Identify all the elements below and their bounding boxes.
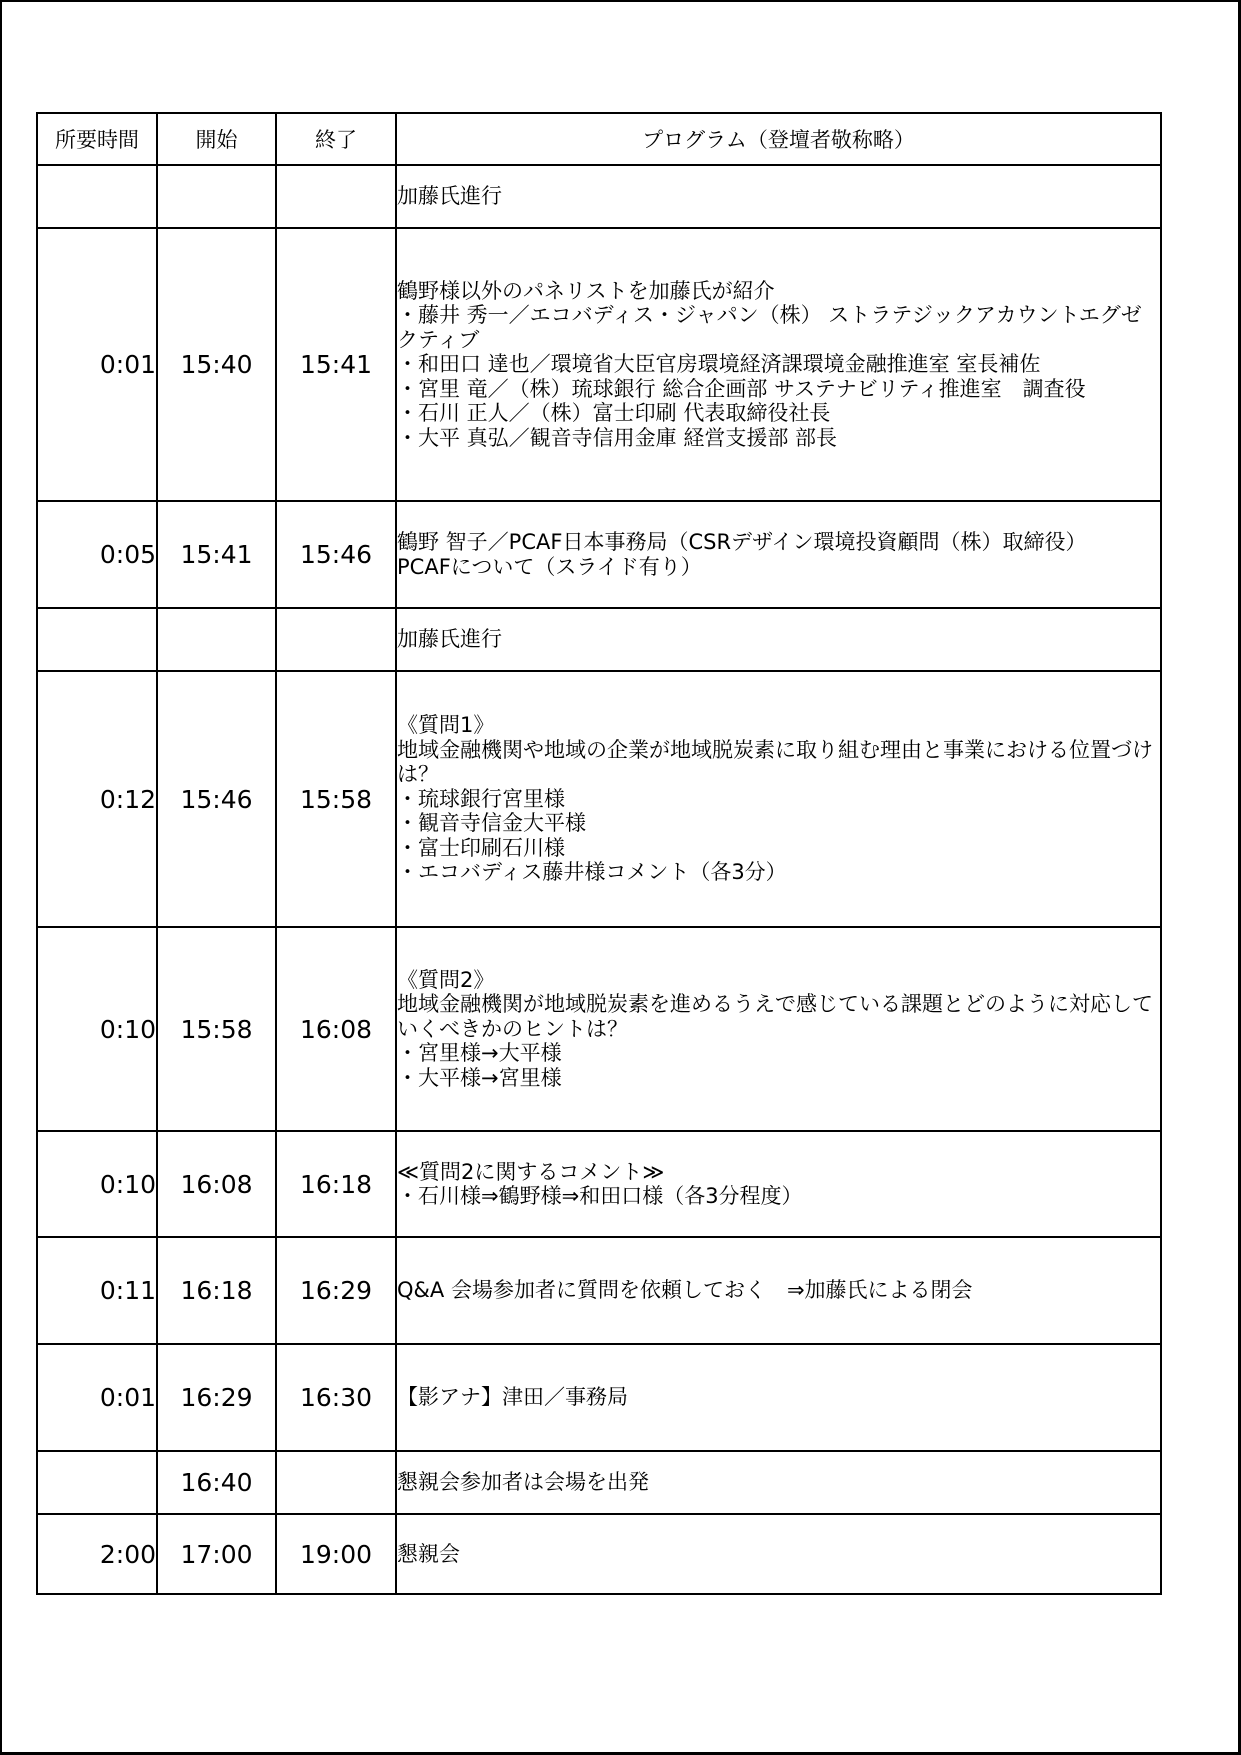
program-line: 鶴野様以外のパネリストを加藤氏が紹介 xyxy=(397,278,775,303)
start-time-cell xyxy=(157,608,276,671)
schedule-row xyxy=(37,1237,1161,1344)
header-duration: 所要時間 xyxy=(37,113,157,165)
program-cell xyxy=(396,1344,1161,1451)
start-time-cell: 15:41 xyxy=(157,501,276,608)
program-line: ・観音寺信金大平様 xyxy=(397,811,586,836)
header-row xyxy=(37,113,1161,165)
start-time-cell: 15:58 xyxy=(157,927,276,1131)
program-line: ≪質問2に関するコメント≫ xyxy=(397,1159,665,1184)
header-start: 開始 xyxy=(157,113,276,165)
start-time-cell: 15:46 xyxy=(157,671,276,927)
program-line: ・エコバディス藤井様コメント（各3分） xyxy=(397,860,787,885)
end-time-cell: 16:29 xyxy=(276,1237,396,1344)
duration-cell: 0:10 xyxy=(37,1131,157,1237)
duration-cell: 0:11 xyxy=(37,1237,157,1344)
schedule-row xyxy=(37,228,1161,501)
header-program: プログラム（登壇者敬称略） xyxy=(396,113,1161,165)
schedule-row xyxy=(37,1451,1161,1514)
program-cell xyxy=(396,1237,1161,1344)
end-time-cell xyxy=(276,608,396,671)
end-time-cell: 19:00 xyxy=(276,1514,396,1594)
program-cell xyxy=(396,608,1161,671)
program-cell xyxy=(396,927,1161,1131)
program-line: ・大平 真弘／観音寺信用金庫 経営支援部 部長 xyxy=(397,425,838,450)
program-line: 地域金融機関や地域の企業が地域脱炭素に取り組む理由と事業における位置づけは？ xyxy=(397,737,1153,787)
program-line: ・宮里 竜／（株）琉球銀行 総合企画部 サステナビリティ推進室 調査役 xyxy=(397,376,1086,401)
header-end: 終了 xyxy=(276,113,396,165)
program-cell xyxy=(396,228,1161,501)
program-line: ・藤井 秀一／エコバディス・ジャパン（株） ストラテジックアカウントエグゼクティブ xyxy=(397,303,1142,352)
program-cell xyxy=(396,671,1161,927)
schedule-row xyxy=(37,671,1161,927)
end-time-cell xyxy=(276,1451,396,1514)
program-line: 加藤氏進行 xyxy=(397,184,502,209)
program-line: ・富士印刷石川様 xyxy=(397,835,565,860)
schedule-row xyxy=(37,1344,1161,1451)
program-line: 鶴野 智子／PCAF日本事務局（CSRデザイン環境投資顧問（株）取締役） xyxy=(397,530,1087,554)
end-time-cell: 15:46 xyxy=(276,501,396,608)
duration-cell: 0:10 xyxy=(37,927,157,1131)
end-time-cell: 16:08 xyxy=(276,927,396,1131)
start-time-cell: 17:00 xyxy=(157,1514,276,1594)
schedule-row xyxy=(37,501,1161,608)
end-time-cell: 16:30 xyxy=(276,1344,396,1451)
program-line: ・石川様⇒鶴野様⇒和田口様（各3分程度） xyxy=(397,1184,803,1208)
program-line: 《質問1》 xyxy=(397,713,495,738)
duration-cell xyxy=(37,1451,157,1514)
duration-cell xyxy=(37,608,157,671)
program-line: Q&A 会場参加者に質問を依頼しておく ⇒加藤氏による閉会 xyxy=(397,1278,973,1303)
program-line: 懇親会参加者は会場を出発 xyxy=(397,1470,649,1495)
start-time-cell: 16:18 xyxy=(157,1237,276,1344)
program-line: ・石川 正人／（株）富士印刷 代表取締役社長 xyxy=(397,401,831,426)
end-time-cell xyxy=(276,165,396,228)
program-line: PCAFについて（スライド有り） xyxy=(397,554,702,579)
duration-cell: 0:01 xyxy=(37,228,157,501)
program-cell xyxy=(396,501,1161,608)
end-time-cell: 15:41 xyxy=(276,228,396,501)
program-cell xyxy=(396,1131,1161,1237)
program-line: 加藤氏進行 xyxy=(397,627,502,652)
schedule-row xyxy=(37,1514,1161,1594)
program-line: 《質問2》 xyxy=(397,967,495,992)
program-cell xyxy=(396,165,1161,228)
start-time-cell: 16:08 xyxy=(157,1131,276,1237)
start-time-cell: 16:40 xyxy=(157,1451,276,1514)
program-line: ・宮里様→大平様 xyxy=(397,1041,562,1066)
schedule-row xyxy=(37,927,1161,1131)
program-cell xyxy=(396,1514,1161,1594)
program-line: ・琉球銀行宮里様 xyxy=(397,786,565,811)
program-line: ・大平様→宮里様 xyxy=(397,1065,562,1090)
duration-cell: 0:12 xyxy=(37,671,157,927)
program-cell xyxy=(396,1451,1161,1514)
end-time-cell: 15:58 xyxy=(276,671,396,927)
duration-cell: 0:01 xyxy=(37,1344,157,1451)
program-line: 懇親会 xyxy=(397,1541,460,1566)
duration-cell: 2:00 xyxy=(37,1514,157,1594)
start-time-cell: 15:40 xyxy=(157,228,276,501)
start-time-cell: 16:29 xyxy=(157,1344,276,1451)
duration-cell: 0:05 xyxy=(37,501,157,608)
end-time-cell: 16:18 xyxy=(276,1131,396,1237)
schedule-row xyxy=(37,165,1161,228)
program-line: 【影アナ】津田／事務局 xyxy=(397,1385,628,1410)
start-time-cell xyxy=(157,165,276,228)
schedule-row xyxy=(37,608,1161,671)
program-line: ・和田口 達也／環境省大臣官房環境経済課環境金融推進室 室長補佐 xyxy=(397,352,1041,377)
duration-cell xyxy=(37,165,157,228)
schedule-table xyxy=(36,112,1162,1595)
program-line: 地域金融機関が地域脱炭素を進めるうえで感じている課題とどのように対応していくべきかのヒントは？ xyxy=(397,992,1153,1041)
schedule-row xyxy=(37,1131,1161,1237)
